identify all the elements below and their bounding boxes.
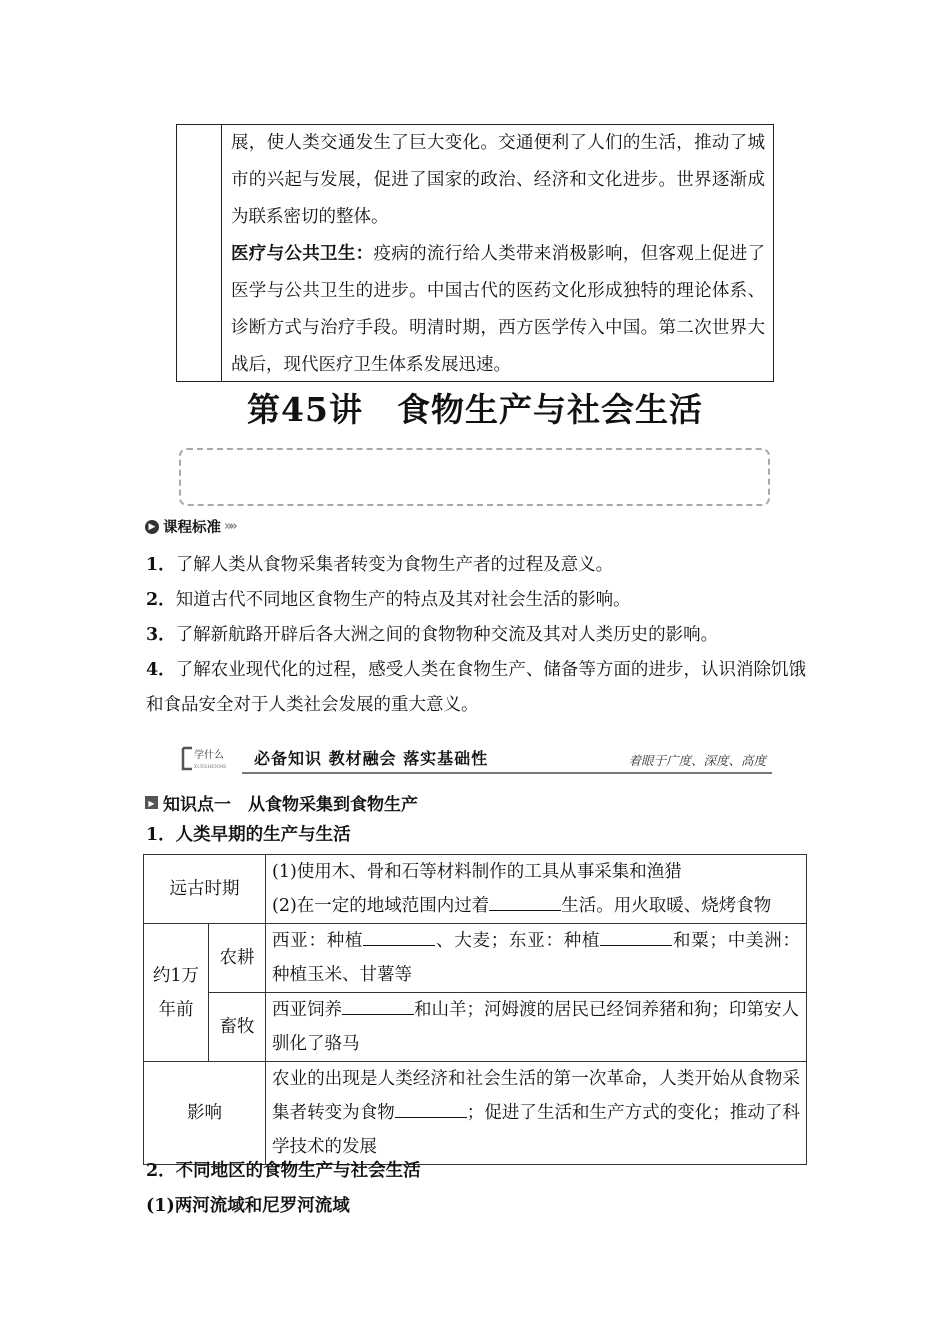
knowledge-point-heading	[145, 790, 418, 815]
xueshenme-logo	[180, 744, 238, 772]
lecture-name: 食物生产与社会生活	[396, 390, 703, 429]
standards-list	[146, 548, 806, 723]
banner-underline	[242, 772, 772, 774]
double-chevron-icon: »»	[224, 519, 235, 534]
logo-subtext: XUESHENME	[194, 765, 227, 770]
table-row	[144, 855, 807, 924]
banner-slogan: 必备知识 教材融会 落实基础性	[254, 749, 489, 768]
lecture-title	[0, 384, 950, 431]
fill-blank	[342, 994, 414, 1015]
era-label-ancient: 远古时期	[144, 855, 266, 924]
list-item: 1．了解人类从食物采集者转变为食物生产者的过程及意义。	[146, 555, 614, 575]
section-banner	[180, 744, 772, 772]
medical-title: 医疗与公共卫生：	[231, 244, 374, 264]
empty-dashed-box	[179, 448, 770, 506]
transport-paragraph: 展，使人类交通发生了巨大变化。交通便利了人们的生活，推动了城市的兴起与发展，促进了国家的政治、经济和文化进步。世界逐渐成为联系密切的整体。	[231, 133, 765, 227]
farming-content: 西亚：种植 、大麦；东亚：种植 和粟；中美洲：种植玉米、甘薯等	[266, 924, 807, 993]
subheading-2-1: (1)两河流域和尼罗河流域	[146, 1196, 350, 1216]
list-item: 2．知道古代不同地区食物生产的特点及其对社会生活的影响。	[146, 590, 631, 610]
fill-blank	[600, 925, 672, 946]
subheading-1: 1．人类早期的生产与生活	[146, 825, 351, 845]
table-row	[144, 1062, 807, 1165]
herding-label: 畜牧	[209, 993, 266, 1062]
list-item: 4．了解农业现代化的过程，感受人类在食物生产、储备等方面的进步，认识消除饥饿和食品安全对于人类社会发展的重大意义。	[146, 660, 806, 715]
farming-label: 农耕	[209, 924, 266, 993]
herding-content: 西亚饲养 和山羊；河姆渡的居民已经饲养猪和狗；印第安人驯化了骆马	[266, 993, 807, 1062]
table-row	[144, 993, 807, 1062]
course-standards-heading	[145, 516, 235, 537]
subheading-2: 2．不同地区的食物生产与社会生活	[146, 1161, 421, 1181]
knowledge-point-title: 知识点一 从食物采集到食物生产	[163, 795, 418, 815]
logo-text: 学什么	[194, 750, 224, 761]
ancient-content: (1)使用木、骨和石等材料制作的工具从事采集和渔猎 (2)在一定的地域范围内过着 生活。用火取暖、烧烤食物	[266, 855, 807, 924]
era-label-10000-years: 约1万年前	[144, 924, 209, 1062]
continuation-left-column	[177, 125, 222, 381]
continuation-content	[231, 125, 765, 384]
course-standards-label: 课程标准	[163, 520, 221, 536]
medical-body: 疫病的流行给人类带来消极影响，但客观上促进了医学与公共卫生的进步。中国古代的医药文化形成独特的理论体系、诊断方式与治疗手段。明清时期，西方医学传入中国。第二次世界大战后，现代医疗卫生体系发展迅速。	[231, 244, 766, 375]
banner-tagline: 着眼于广度、深度、高度	[628, 753, 766, 768]
impact-label: 影响	[144, 1062, 266, 1165]
continuation-table	[176, 124, 774, 382]
medical-paragraph	[231, 236, 765, 384]
fill-blank	[363, 925, 435, 946]
play-square-icon: ▶	[145, 796, 158, 809]
list-item: 3．了解新航路开辟后各大洲之间的食物物种交流及其对人类历史的影响。	[146, 625, 719, 645]
table-row	[144, 924, 807, 993]
early-life-table	[143, 854, 807, 1165]
fill-blank	[395, 1097, 467, 1118]
lecture-number: 第45讲	[247, 390, 363, 429]
arrow-circle-icon: ▶	[145, 520, 159, 534]
impact-content: 农业的出现是人类经济和社会生活的第一次革命，人类开始从食物采集者转变为食物 ；促进了生活和生产方式的变化；推动了科学技术的发展	[266, 1062, 807, 1165]
fill-blank	[489, 890, 561, 911]
